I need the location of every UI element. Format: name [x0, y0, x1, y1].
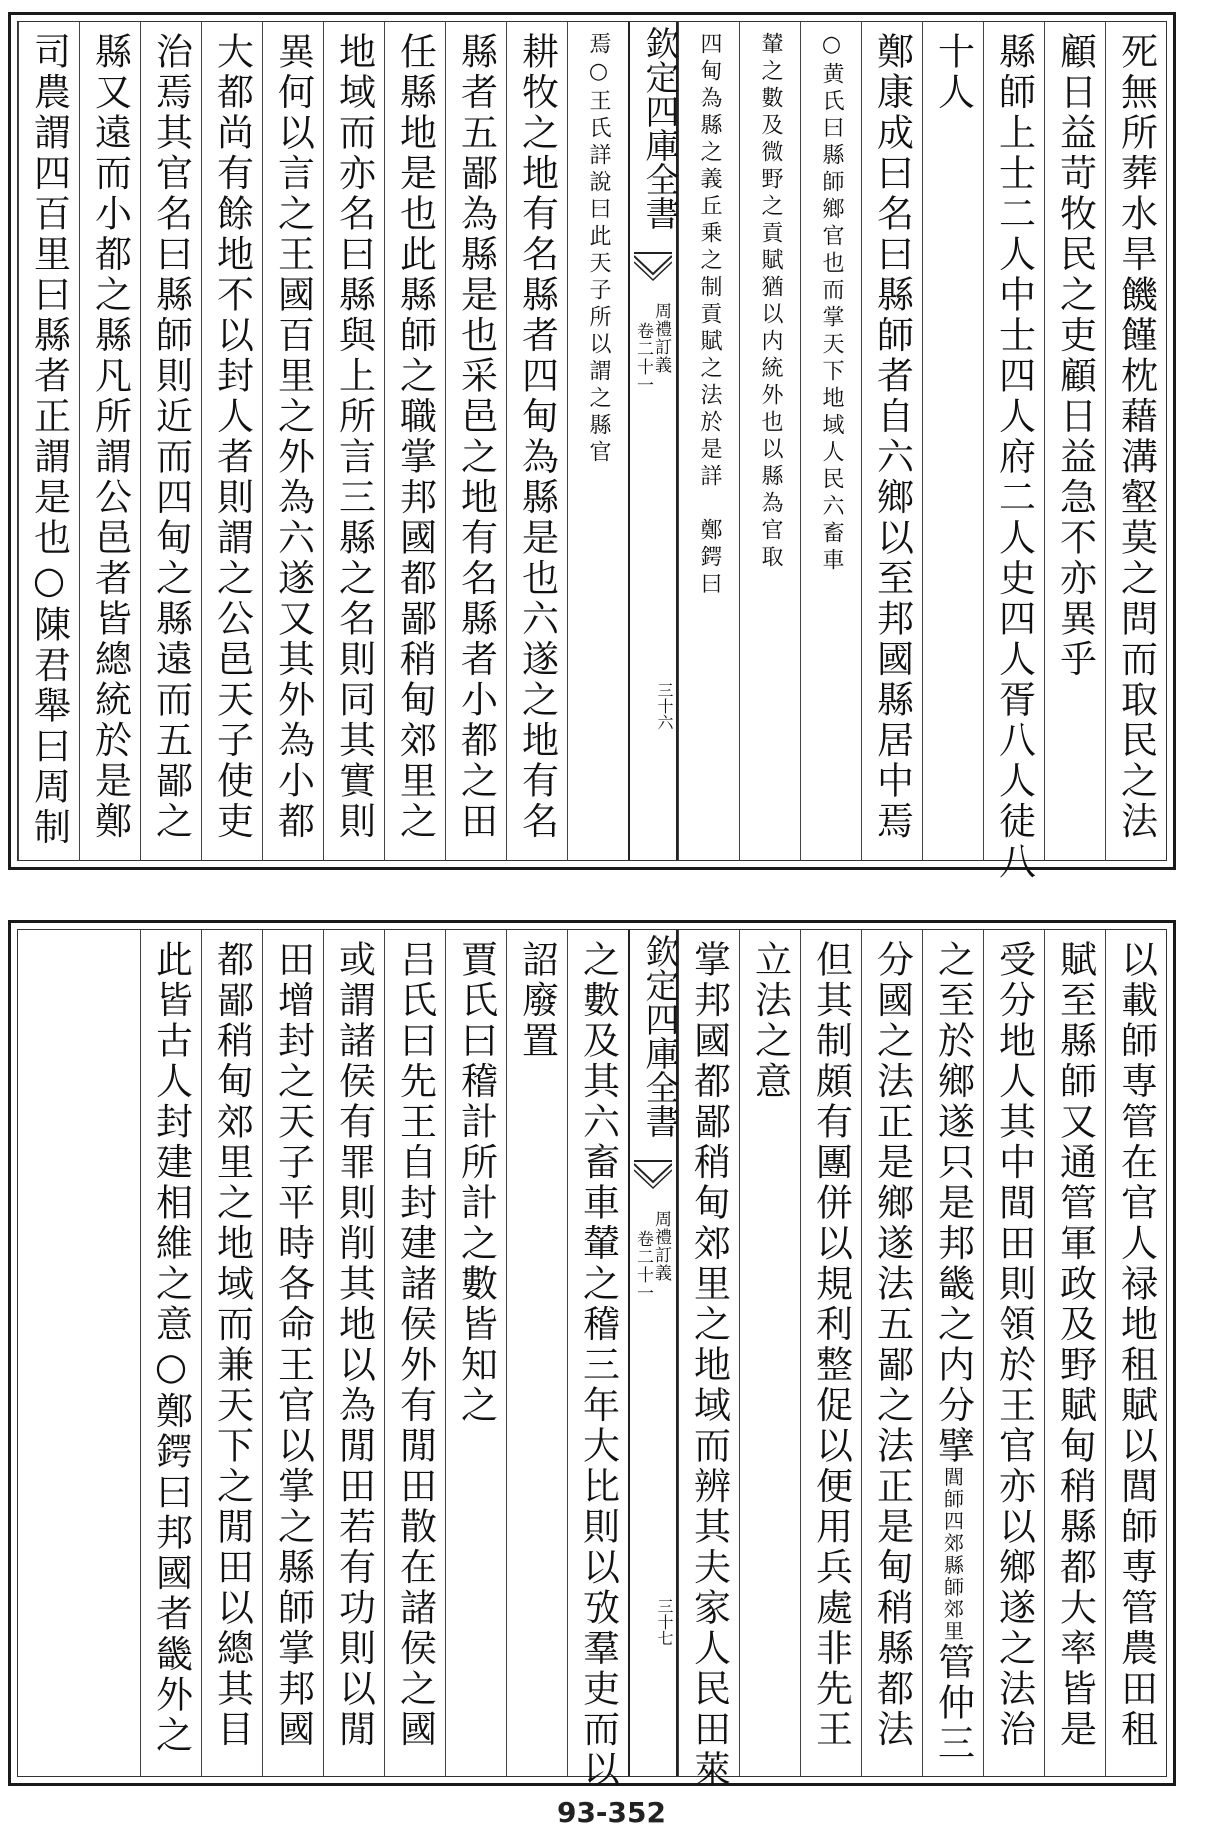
top-column-text: 地域而亦名曰縣與上所言三縣之名則同其實則: [332, 32, 376, 842]
top-text-column: [201, 22, 262, 860]
bottom-column-text: 受分地人其中間田則領於王官亦以鄉遂之法治: [992, 940, 1036, 1750]
top-banderole: [628, 22, 678, 860]
bottom-column-text: 或謂諸侯有罪則削其地以為閒田若有功則以閒: [332, 940, 376, 1750]
top-volume-label: 卷二十一: [633, 322, 653, 394]
bottom-text-column: [140, 930, 201, 1776]
bottom-text-column: [506, 930, 567, 1776]
bottom-text-column: [262, 930, 323, 1776]
bottom-column-text: 以載師専管在官人禄地租賦以閭師専管農田租: [1114, 940, 1158, 1750]
top-column-text: 耕牧之地有名縣者四甸為縣是也六遂之地有名: [515, 32, 559, 842]
bottom-column-text: [931, 940, 975, 1764]
bottom-column-text: 賦至縣師又通管軍政及野賦甸稍縣都大率皆是: [1053, 940, 1097, 1750]
top-column-text: 焉○王氏詳說曰此天子所以謂之縣官: [586, 32, 611, 467]
top-column-text: 治焉其官名曰縣師則近而四甸之縣遠而五鄙之: [149, 32, 193, 842]
bottom-column-text: 田增封之天子平時各命王官以掌之縣師掌邦國: [271, 940, 315, 1750]
bottom-column-text: 分國之法正是鄉遂法五鄙之法正是甸稍縣都法: [870, 940, 914, 1750]
top-column-text: 鄭康成曰名曰縣師者自六鄉以至邦國縣居中焉: [870, 32, 914, 842]
top-folio-number: 三十六: [655, 682, 674, 730]
top-column-text: 司農謂四百里曰縣者正謂是也○陳君舉曰周制: [27, 32, 71, 848]
top-column-text: 十人: [931, 32, 975, 113]
top-page-frame: [17, 21, 1167, 883]
bottom-folio-number: 三十七: [655, 1598, 674, 1646]
bottom-column-text: 但其制頗有團併以規利整促以便用兵處非先王: [809, 940, 853, 1750]
top-column-text: 四甸為縣之義丘乗之制貢賦之法於是詳 鄭鍔曰: [697, 32, 722, 599]
bottom-text-column: [323, 930, 384, 1776]
bottom-banderole: [628, 930, 678, 1776]
top-text-column: [739, 22, 800, 860]
bottom-banderole-title: 欽定四庫全書: [639, 934, 679, 1138]
bottom-column-text: 都鄙稍甸郊里之地域而兼天下之閒田以總其目: [210, 940, 254, 1750]
top-column-text: 任縣地是也此縣師之職掌邦國都鄙稍甸郊里之: [393, 32, 437, 842]
bottom-text-column: [384, 930, 445, 1776]
top-column-text: 異何以言之王國百里之外為六遂又其外為小都: [271, 32, 315, 842]
bottom-column-text: 掌邦國都鄙稍甸郊里之地域而辨其夫家人民田萊: [687, 940, 731, 1791]
main-text: 之至於鄉遂只是邦畿之内分擘: [931, 940, 975, 1467]
top-column-text: 大都尚有餘地不以封人者則謂之公邑天子使吏: [210, 32, 254, 842]
interlinear-note: 閭師四郊縣師郊里: [940, 1466, 965, 1643]
top-column-text: 顧日益苛牧民之吏顧日益急不亦異乎: [1053, 32, 1097, 680]
top-text-column: [140, 22, 201, 860]
top-text-column: [445, 22, 506, 860]
bottom-page: [8, 920, 1176, 1791]
bottom-text-column: [800, 930, 861, 1776]
bottom-fish-tail-ornament: [634, 1160, 672, 1196]
top-text-column: [79, 22, 140, 860]
bottom-text-column: [922, 930, 983, 1776]
bottom-column-text: 詔廢置: [515, 940, 559, 1062]
bottom-text-column: [567, 930, 628, 1791]
top-page: [8, 12, 1176, 883]
page-number: 93-352: [556, 1796, 667, 1829]
bottom-column-text: 此皆古人封建相維之意○鄭鍔曰邦國者畿外之: [149, 940, 193, 1756]
top-text-column: [678, 22, 739, 860]
top-text-column: [800, 22, 861, 860]
top-column-text: 縣者五鄙為縣是也采邑之地有名縣者小都之田: [454, 32, 498, 842]
top-text-column: [1044, 22, 1105, 860]
bottom-page-frame: [17, 929, 1167, 1791]
top-text-column: [18, 22, 79, 860]
bottom-volume-label: 卷二十一: [633, 1230, 653, 1302]
top-text-column: [1105, 22, 1166, 860]
bottom-text-column: [1044, 930, 1105, 1776]
main-text-tail: 管仲三: [931, 1642, 975, 1764]
top-text-column: [983, 22, 1044, 883]
bottom-column-text: 立法之意: [748, 940, 792, 1102]
top-column-text: 縣又遠而小都之縣凡所謂公邑者皆總統於是鄭: [88, 32, 132, 842]
top-text-column: [567, 22, 628, 860]
bottom-text-column: [1105, 930, 1166, 1776]
bottom-column-text: 賈氏曰稽計所計之數皆知之: [454, 940, 498, 1426]
top-column-text: 死無所葬水旱饑饉枕藉溝壑莫之問而取民之法: [1114, 32, 1158, 842]
bottom-text-column: [678, 930, 739, 1791]
bottom-text-column: [861, 930, 922, 1776]
top-text-column: [323, 22, 384, 860]
top-text-column: [384, 22, 445, 860]
top-banderole-title: 欽定四庫全書: [639, 26, 679, 230]
bottom-book-title: 周禮訂義: [651, 1210, 671, 1282]
bottom-column-text: 吕氏曰先王自封建諸侯外有閒田散在諸侯之國: [393, 940, 437, 1750]
top-column-text: 縣師上士二人中士四人府二人史四人胥八人徒八: [992, 32, 1036, 883]
top-fish-tail-ornament: [634, 252, 672, 288]
top-text-column: [922, 22, 983, 860]
top-column-text: ○黄氏曰縣師鄉官也而掌天下地域人民六畜車: [819, 32, 844, 575]
bottom-text-column: [983, 930, 1044, 1776]
top-book-title: 周禮訂義: [651, 302, 671, 374]
top-text-column: [262, 22, 323, 860]
bottom-text-column: [201, 930, 262, 1776]
bottom-column-text: 之數及其六畜車輦之稽三年大比則以攷羣吏而以: [576, 940, 620, 1791]
top-text-column: [506, 22, 567, 860]
top-text-column: [861, 22, 922, 860]
bottom-text-column: [739, 930, 800, 1776]
bottom-text-column: [445, 930, 506, 1776]
top-column-text: 輦之數及微野之貢賦猶以内統外也以縣為官取: [758, 32, 783, 572]
